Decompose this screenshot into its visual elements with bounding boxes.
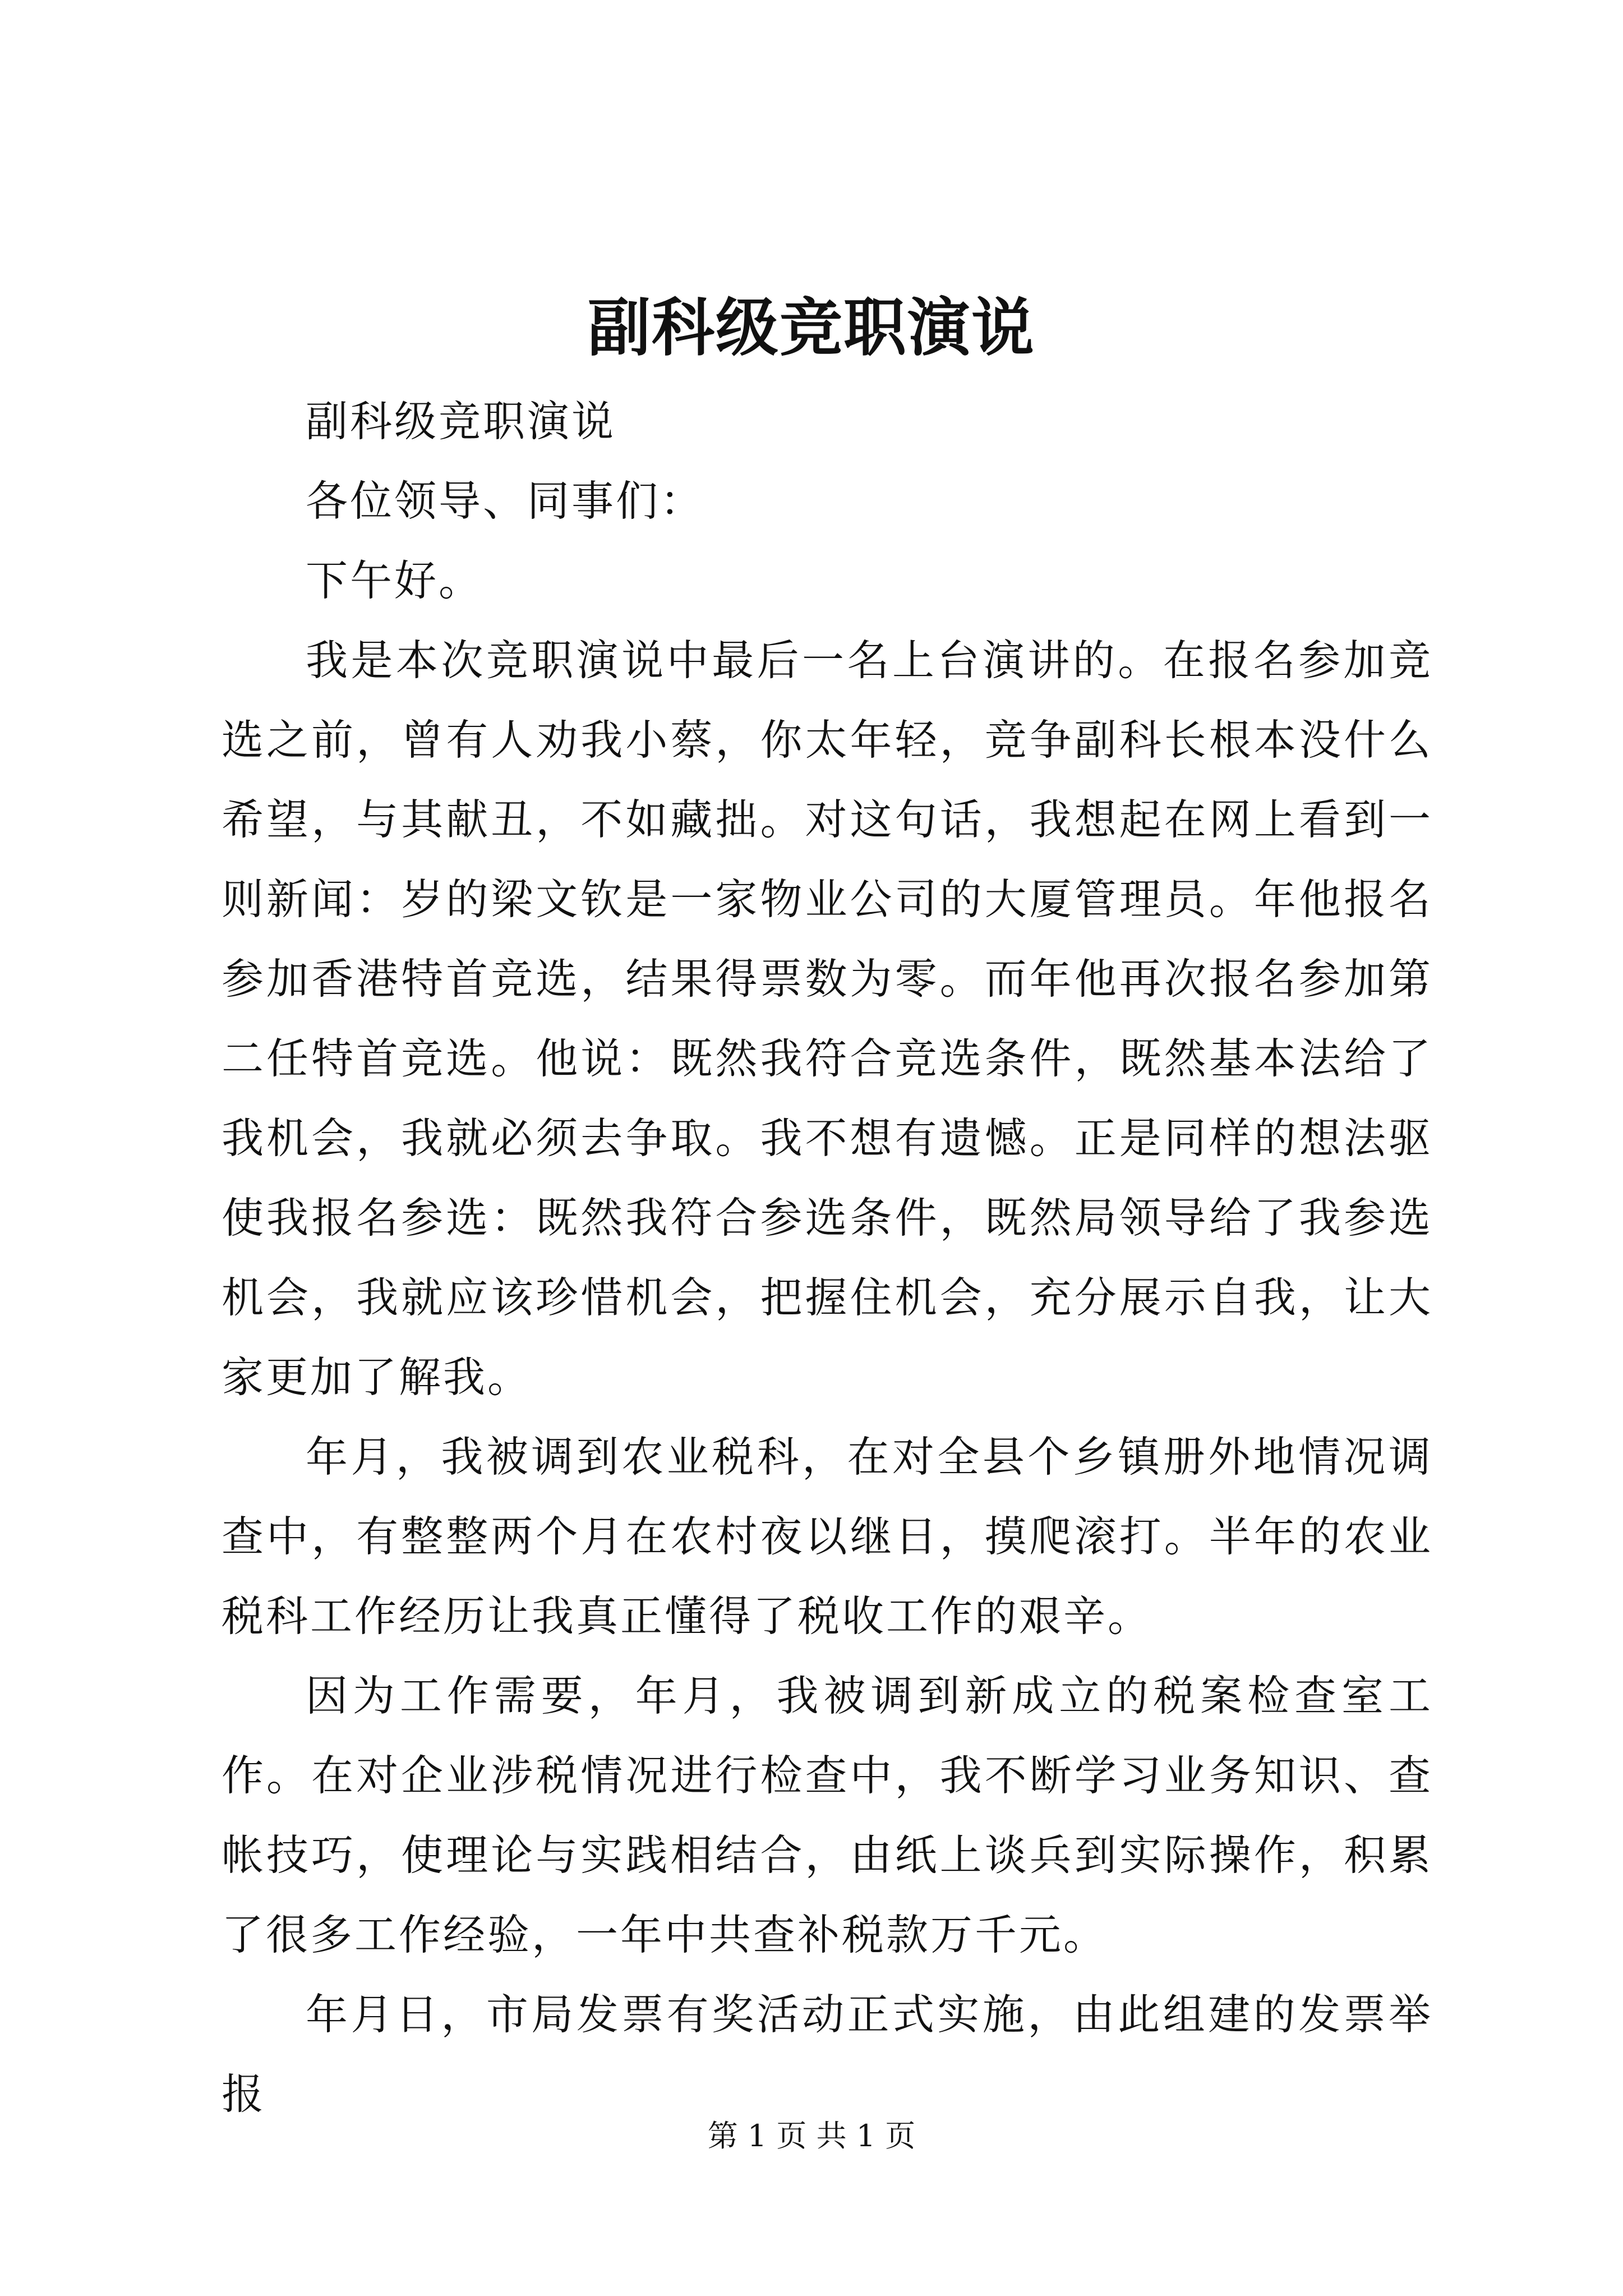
document-title: 副科级竞职演说 [588, 291, 1035, 365]
page-number-footer: 第 1 页 共 1 页 [707, 2118, 916, 2154]
paragraph-agricultural-tax: 年月，我被调到农业税科，在对全县个乡镇册外地情况调查中，有整整两个月在农村夜以继日，摸爬滚打。半年的农业税科工作经历让我真正懂得了税收工作的艰辛。 [222, 1432, 1433, 1641]
paragraph-introduction: 我是本次竞职演说中最后一名上台演讲的。在报名参加竞选之前，曾有人劝我小蔡，你太年轻，竞争副科长根本没什么希望，与其献丑，不如藏拙。对这句话，我想起在网上看到一则新闻：岁的梁文钦是一家物业公司的大厦管理员。年他报名参加香港特首竞选，结果得票数为零。而年他再次报名参加第二任特首竞选。他说：既然我符合竞选条件，既然基本法给了我机会，我就必须去争取。我不想有遗憾。正是同样的想法驱使我报名参选：既然我符合参选条件，既然局领导给了我参选机会，我就应该珍惜机会，把握住机会，充分展示自我，让大家更加了解我。 [222, 636, 1433, 1402]
paragraph-greeting: 下午好。 [306, 556, 483, 605]
paragraph-subtitle: 副科级竞职演说 [306, 397, 616, 446]
paragraph-tax-inspection: 因为工作需要，年月，我被调到新成立的税案检查室工作。在对企业涉税情况进行检查中，我不断学习业务知识、查帐技巧，使理论与实践相结合，由纸上谈兵到实际操作，积累了很多工作经验，一年中共查补税款万千元。 [222, 1671, 1433, 1959]
paragraph-invoice-reporting: 年月日，市局发票有奖活动正式实施，由此组建的发票举报 [222, 1990, 1433, 2119]
paragraph-salutation: 各位领导、同事们： [306, 476, 705, 526]
document-body [222, 381, 1433, 2134]
